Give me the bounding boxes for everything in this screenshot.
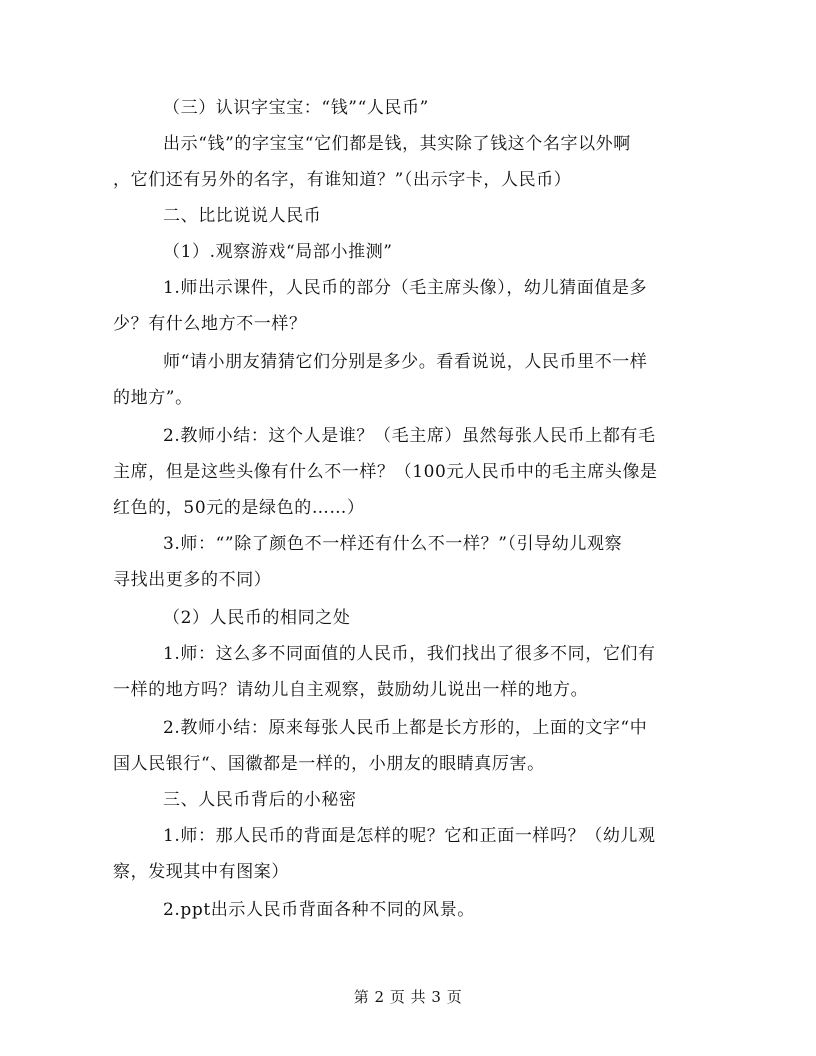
paragraph-line: 1.师：那人民币的背面是怎样的呢？它和正面一样吗？（幼儿观 (163, 826, 656, 846)
paragraph-line: 一样的地方吗？请幼儿自主观察，鼓励幼儿说出一样的地方。 (113, 680, 589, 700)
section-heading: （三）认识字宝宝：“钱”“人民币” (163, 98, 429, 118)
page-number-footer: 第 2 页 共 3 页 (353, 988, 463, 1006)
paragraph-line: 师“请小朋友猜猜它们分别是多少。看看说说，人民币里不一样 (163, 352, 648, 372)
paragraph-line: 少？有什么地方不一样？ (113, 314, 307, 334)
subsection-heading: （1）.观察游戏“局部小推测” (163, 242, 393, 262)
paragraph-line: 出示“钱”的字宝宝“它们都是钱，其实除了钱这个名字以外啊 (163, 134, 631, 154)
paragraph-line: 主席，但是这些头像有什么不一样？（100元人民币中的毛主席头像是 (113, 462, 658, 482)
section-heading: 三、人民币背后的小秘密 (163, 790, 357, 810)
section-heading: 二、比比说说人民币 (163, 206, 322, 226)
paragraph-line: 1.师：这么多不同面值的人民币，我们找出了很多不同，它们有 (163, 644, 656, 664)
paragraph-line: 的地方”。 (113, 388, 193, 408)
paragraph-line: 察，发现其中有图案） (113, 862, 289, 882)
paragraph-line: 1.师出示课件，人民币的部分（毛主席头像），幼儿猜面值是多 (163, 278, 648, 298)
paragraph-line: 2.ppt出示人民币背面各种不同的风景。 (163, 900, 475, 920)
paragraph-line: 2.教师小结：这个人是谁？（毛主席）虽然每张人民币上都有毛 (163, 426, 656, 446)
paragraph-line: 国人民银行“、国徽都是一样的，小朋友的眼睛真厉害。 (113, 754, 545, 774)
paragraph-line: 2.教师小结：原来每张人民币上都是长方形的，上面的文字“中 (163, 718, 648, 738)
paragraph-line: 3.师：“”除了颜色不一样还有什么不一样？”（引导幼儿观察 (163, 534, 623, 554)
paragraph-line: 寻找出更多的不同） (113, 570, 272, 590)
subsection-heading: （2）人民币的相同之处 (163, 608, 351, 628)
paragraph-line: ，它们还有另外的名字，有谁知道？”（出示字卡，人民币） (113, 170, 572, 190)
paragraph-line: 红色的，50元的是绿色的……） (113, 498, 365, 518)
